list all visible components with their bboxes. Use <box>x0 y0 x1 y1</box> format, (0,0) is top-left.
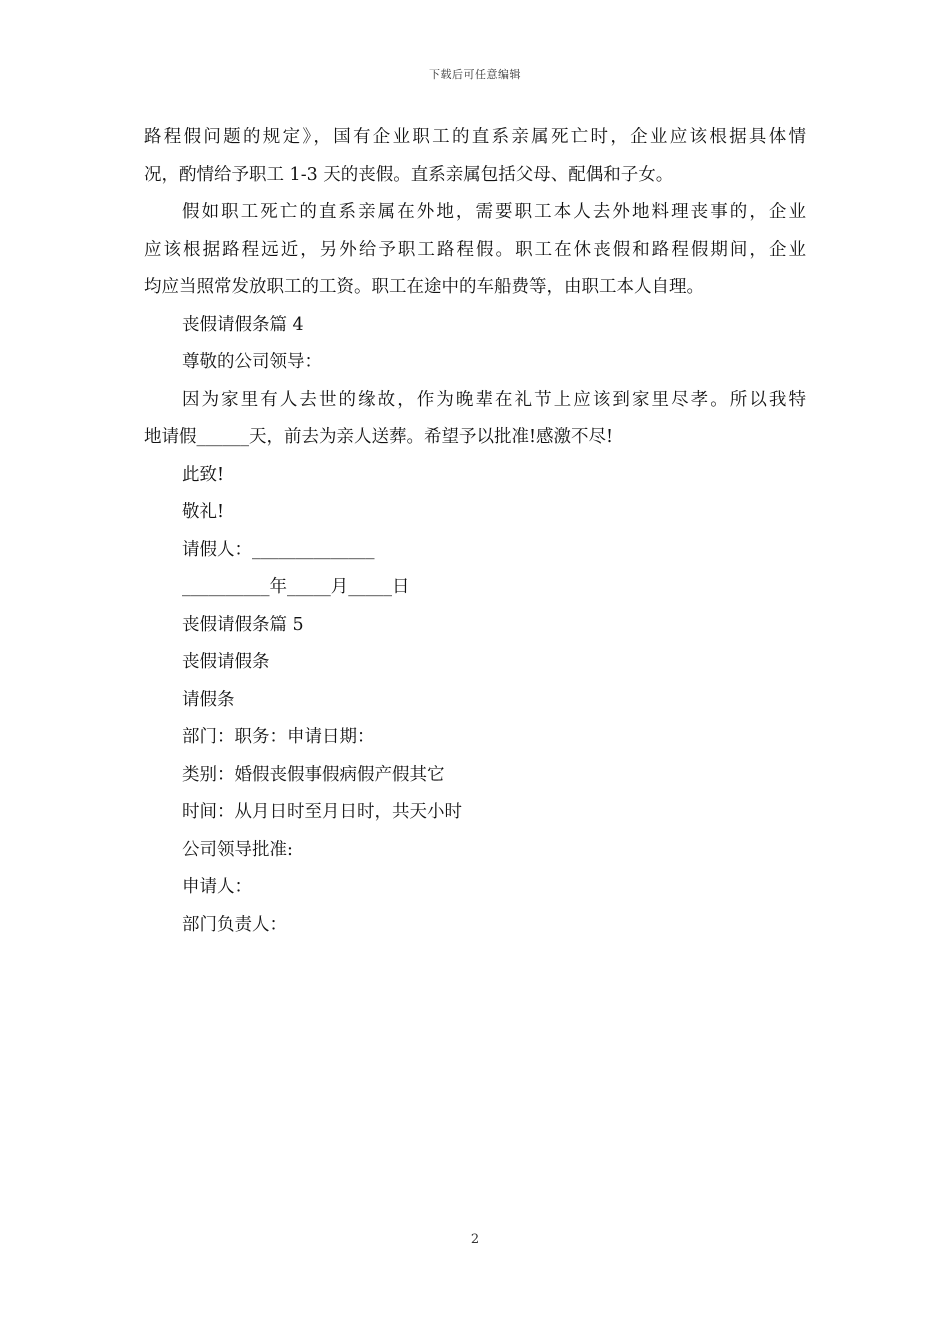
paragraph-line: 地请假______天，前去为亲人送葬。希望予以批准!感激不尽! <box>144 427 614 447</box>
paragraph-line: 应该根据路程远近，另外给予职工路程假。职工在休丧假和路程假期间，企业 <box>144 239 806 260</box>
document-body <box>144 119 806 944</box>
salutation: 尊敬的公司领导： <box>182 352 322 372</box>
form-subtitle: 请假条 <box>182 689 235 710</box>
section-heading: 丧假请假条篇 5 <box>182 614 304 635</box>
signature-line: 请假人：______________ <box>182 539 375 560</box>
paragraph-line: 况，酌情给予职工 1-3 天的丧假。直系亲属包括父母、配偶和子女。 <box>144 164 674 185</box>
closing-line: 此致! <box>182 464 225 485</box>
page-number: 2 <box>470 1232 480 1247</box>
form-field-category: 类别：婚假丧假事假病假产假其它 <box>182 764 445 785</box>
paragraph-line: 因为家里有人去世的缘故，作为晚辈在礼节上应该到家里尽孝。所以我特 <box>182 389 806 410</box>
paragraph-line: 假如职工死亡的直系亲属在外地，需要职工本人去外地料理丧事的，企业 <box>182 202 806 222</box>
form-field-applicant: 申请人： <box>182 877 252 897</box>
form-field-time: 时间：从月日时至月日时，共天小时 <box>182 802 462 822</box>
form-title: 丧假请假条 <box>182 652 270 672</box>
form-field-manager: 部门负责人： <box>182 914 287 935</box>
date-line: __________年_____月_____日 <box>182 577 410 597</box>
paragraph-line: 路程假问题的规定》，国有企业职工的直系亲属死亡时，企业应该根据具体情 <box>144 127 806 147</box>
form-field-department: 部门：职务：申请日期： <box>182 727 375 747</box>
section-heading: 丧假请假条篇 4 <box>182 314 304 335</box>
form-field-approval: 公司领导批准: <box>182 839 293 860</box>
closing-line: 敬礼! <box>182 502 225 522</box>
paragraph-line: 均应当照常发放职工的工资。职工在途中的车船费等，由职工本人自理。 <box>144 277 704 297</box>
page-header: 下载后可任意编辑 <box>429 68 521 81</box>
